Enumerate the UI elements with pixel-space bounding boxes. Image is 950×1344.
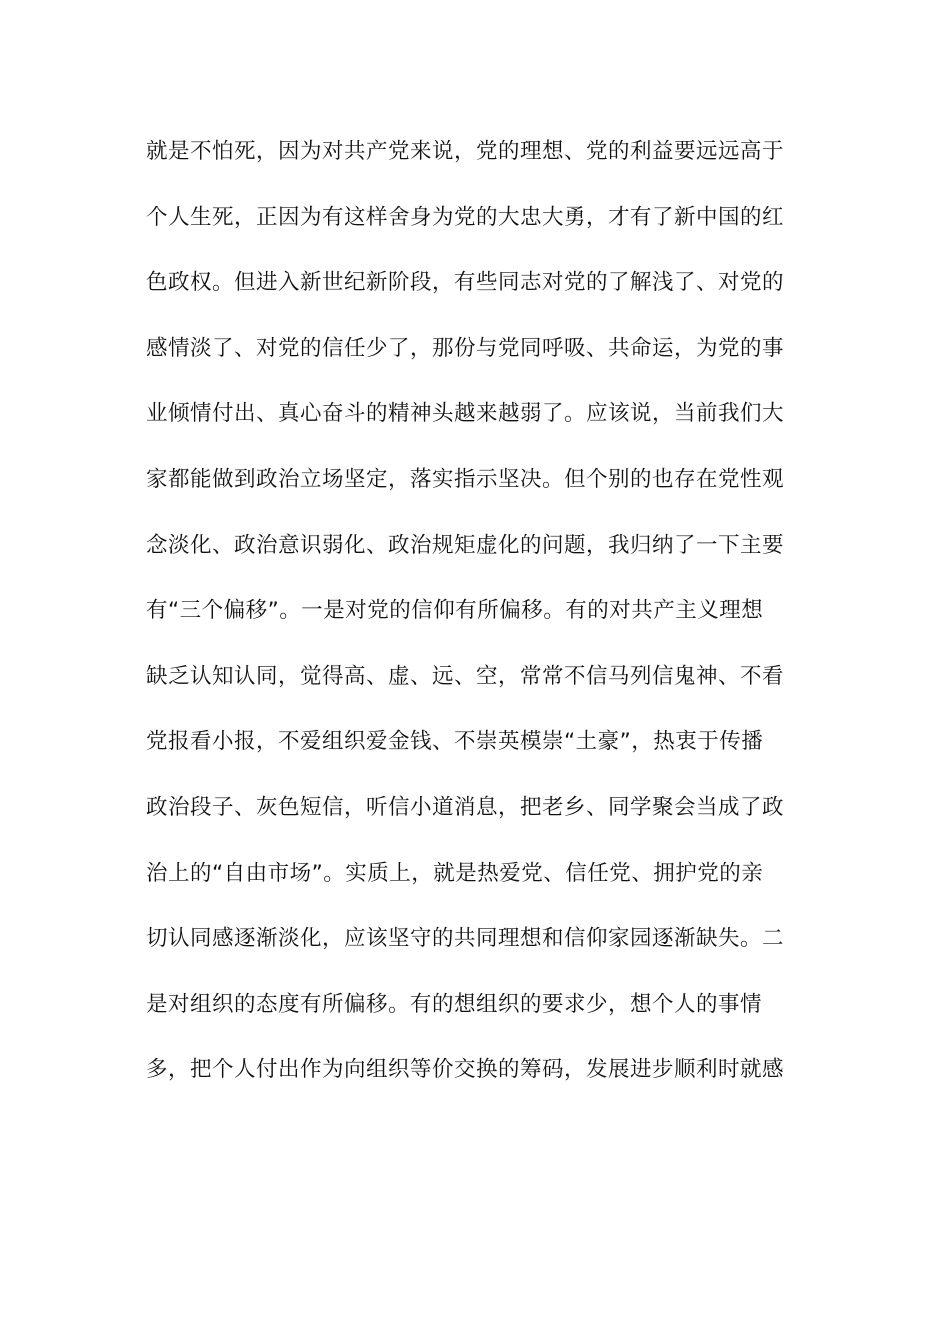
text-line: 感情淡了、对党的信任少了，那份与党同呼吸、共命运，为党的事	[146, 335, 785, 361]
body-text	[146, 132, 806, 1116]
text-line: 是对组织的态度有所偏移。有的想组织的要求少，想个人的事情	[146, 991, 763, 1017]
text-line: 多，把个人付出作为向组织等价交换的筹码，发展进步顺利时就感	[146, 1057, 785, 1083]
text-line: 党报看小报，不爱组织爱金钱、不崇英模崇“土豪”，热衷于传播	[146, 729, 764, 755]
text-line: 就是不怕死，因为对共产党来说，党的理想、党的利益要远远高于	[146, 139, 785, 164]
text-line: 家都能做到政治立场坚定，落实指示坚决。但个别的也存在党性观	[146, 466, 785, 492]
text-line: 业倾情付出、真心奋斗的精神头越来越弱了。应该说，当前我们大	[146, 401, 785, 427]
text-line: 个人生死，正因为有这样舍身为党的大忠大勇，才有了新中国的红	[146, 204, 785, 230]
text-line: 念淡化、政治意识弱化、政治规矩虚化的问题，我归纳了一下主要	[146, 532, 785, 558]
text-line: 缺乏认知认同，觉得高、虚、远、空，常常不信马列信鬼神、不看	[146, 663, 785, 689]
text-line: 治上的“自由市场”。实质上，就是热爱党、信任党、拥护党的亲	[146, 860, 764, 886]
text-line: 色政权。但进入新世纪新阶段，有些同志对党的了解浅了、对党的	[146, 270, 785, 296]
text-line: 有“三个偏移”。一是对党的信仰有所偏移。有的对共产主义理想	[146, 598, 764, 624]
text-line: 切认同感逐渐淡化，应该坚守的共同理想和信仰家园逐渐缺失。二	[146, 926, 785, 952]
text-line: 政治段子、灰色短信，听信小道消息，把老乡、同学聚会当成了政	[146, 794, 785, 820]
